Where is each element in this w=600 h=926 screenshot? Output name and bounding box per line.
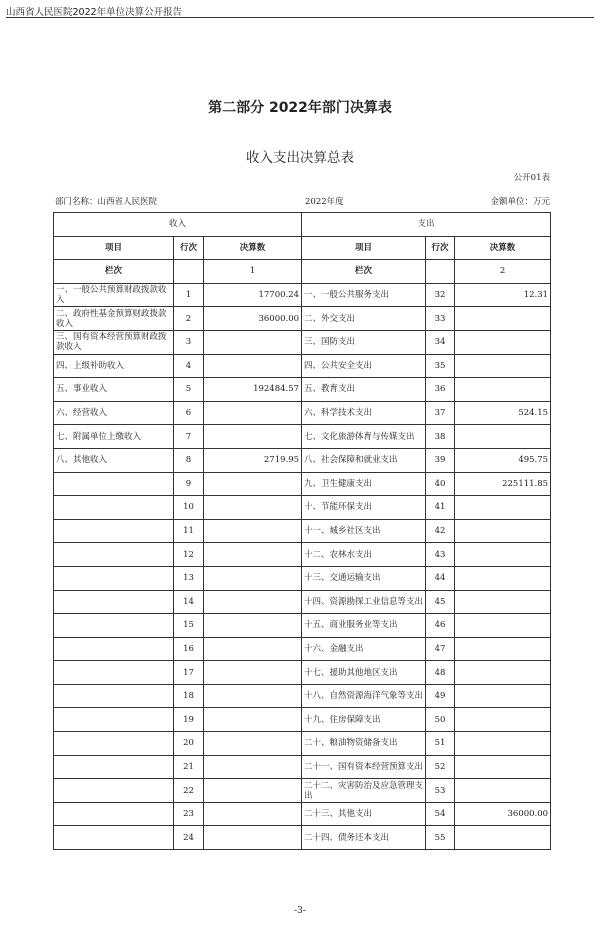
- table-row: [54, 378, 551, 402]
- expense-item: 六、科学技术支出: [302, 401, 426, 425]
- income-amount: [204, 590, 302, 614]
- department-label: 部门名称：山西省人民医院: [55, 197, 158, 207]
- table-row: [54, 330, 551, 354]
- income-amount: [204, 472, 302, 496]
- income-amount: [204, 755, 302, 779]
- empty-cell: [174, 260, 204, 284]
- expense-item: 十、节能环保支出: [302, 496, 426, 520]
- expense-amount: [455, 330, 551, 354]
- income-amount-header: 决算数: [204, 236, 302, 260]
- expense-amount: [455, 755, 551, 779]
- expense-item: 十八、自然资源海洋气象等支出: [302, 684, 426, 708]
- income-amount: [204, 802, 302, 826]
- expense-amount: [455, 519, 551, 543]
- part-title: 第二部分 2022年部门决算表: [208, 100, 392, 116]
- table-row: [54, 708, 551, 732]
- income-row-number: 8: [174, 448, 204, 472]
- expense-item: 八、社会保障和就业支出: [302, 448, 426, 472]
- income-amount: [204, 543, 302, 567]
- expense-row-number: 43: [426, 543, 455, 567]
- income-item: 八、其他收入: [54, 448, 174, 472]
- income-row-number: 3: [174, 330, 204, 354]
- income-amount: [204, 779, 302, 803]
- expense-item: 二十四、债务还本支出: [302, 826, 426, 850]
- income-item: [54, 779, 174, 803]
- table-row: [54, 566, 551, 590]
- header-divider: [6, 17, 594, 18]
- expense-amount: 12.31: [455, 283, 551, 307]
- expense-amount: 225111.85: [455, 472, 551, 496]
- expense-row-header: 行次: [426, 236, 455, 260]
- expense-item: 七、文化旅游体育与传媒支出: [302, 425, 426, 449]
- income-amount: [204, 425, 302, 449]
- income-row-number: 17: [174, 661, 204, 685]
- income-item: [54, 732, 174, 756]
- table-row: [54, 684, 551, 708]
- expense-row-number: 54: [426, 802, 455, 826]
- expense-item: 二、外交支出: [302, 307, 426, 331]
- table-row: [54, 307, 551, 331]
- income-amount: [204, 519, 302, 543]
- table-row: [54, 519, 551, 543]
- expense-amount: 524.15: [455, 401, 551, 425]
- table-row: [54, 614, 551, 638]
- expense-row-number: 51: [426, 732, 455, 756]
- income-row-number: 10: [174, 496, 204, 520]
- income-amount: [204, 637, 302, 661]
- income-item: [54, 566, 174, 590]
- income-row-number: 24: [174, 826, 204, 850]
- income-amount: 36000.00: [204, 307, 302, 331]
- income-col-index: 1: [204, 260, 302, 284]
- column-index-row: [54, 260, 551, 284]
- expense-item: 二十、粮油物资储备支出: [302, 732, 426, 756]
- table-row: [54, 425, 551, 449]
- expense-item: 三、国防支出: [302, 330, 426, 354]
- expense-amount: [455, 425, 551, 449]
- income-amount: 192484.57: [204, 378, 302, 402]
- income-amount: [204, 354, 302, 378]
- income-item: [54, 802, 174, 826]
- expense-row-number: 53: [426, 779, 455, 803]
- page-number: -3-: [294, 906, 306, 916]
- expense-row-number: 44: [426, 566, 455, 590]
- table-row: [54, 283, 551, 307]
- expense-row-number: 37: [426, 401, 455, 425]
- income-item: [54, 472, 174, 496]
- income-amount: [204, 708, 302, 732]
- income-row-number: 7: [174, 425, 204, 449]
- table-row: [54, 826, 551, 850]
- expense-row-number: 48: [426, 661, 455, 685]
- expense-row-number: 42: [426, 519, 455, 543]
- income-row-number: 11: [174, 519, 204, 543]
- income-row-number: 4: [174, 354, 204, 378]
- expense-item-header: 项目: [302, 236, 426, 260]
- income-amount: 17700.24: [204, 283, 302, 307]
- expense-row-number: 32: [426, 283, 455, 307]
- expense-col-index: 2: [455, 260, 551, 284]
- expense-row-number: 55: [426, 826, 455, 850]
- income-item: 六、经营收入: [54, 401, 174, 425]
- expense-item: 五、教育支出: [302, 378, 426, 402]
- expense-amount: [455, 779, 551, 803]
- year-label: 2022年度: [305, 197, 344, 207]
- income-item: [54, 590, 174, 614]
- expense-amount: [455, 732, 551, 756]
- expense-row-number: 47: [426, 637, 455, 661]
- income-amount: [204, 401, 302, 425]
- table-row: [54, 401, 551, 425]
- income-item: [54, 496, 174, 520]
- expense-item: 四、公共安全支出: [302, 354, 426, 378]
- table-row: [54, 590, 551, 614]
- income-item: 五、事业收入: [54, 378, 174, 402]
- income-item-header: 项目: [54, 236, 174, 260]
- expense-amount: [455, 378, 551, 402]
- income-item: [54, 519, 174, 543]
- income-row-number: 2: [174, 307, 204, 331]
- expense-amount: [455, 708, 551, 732]
- income-amount: [204, 661, 302, 685]
- form-code: 公开01表: [513, 173, 550, 183]
- income-item: [54, 708, 174, 732]
- income-row-number: 23: [174, 802, 204, 826]
- expense-item: 十一、城乡社区支出: [302, 519, 426, 543]
- expense-item: 二十一、国有资本经营预算支出: [302, 755, 426, 779]
- expense-row-number: 49: [426, 684, 455, 708]
- unit-label: 金额单位：万元: [490, 197, 550, 207]
- document-header: 山西省人民医院2022年单位决算公开报告: [6, 7, 183, 18]
- income-row-number: 1: [174, 283, 204, 307]
- expense-row-number: 33: [426, 307, 455, 331]
- income-row-header: 行次: [174, 236, 204, 260]
- income-item: 四、上级补助收入: [54, 354, 174, 378]
- income-item: [54, 755, 174, 779]
- income-row-number: 14: [174, 590, 204, 614]
- income-amount: [204, 732, 302, 756]
- income-item: [54, 684, 174, 708]
- expense-amount: [455, 637, 551, 661]
- table-row: [54, 661, 551, 685]
- income-row-number: 22: [174, 779, 204, 803]
- income-item: [54, 614, 174, 638]
- income-row-number: 21: [174, 755, 204, 779]
- table-row: [54, 755, 551, 779]
- empty-cell: [426, 260, 455, 284]
- income-row-number: 15: [174, 614, 204, 638]
- income-amount: [204, 496, 302, 520]
- income-amount: [204, 684, 302, 708]
- income-item: [54, 661, 174, 685]
- income-expense-table: [53, 212, 551, 850]
- income-amount: [204, 566, 302, 590]
- table-row: [54, 802, 551, 826]
- expense-item: 十五、商业服务业等支出: [302, 614, 426, 638]
- income-section-header: 收入: [54, 213, 302, 237]
- expense-item: 一、一般公共服务支出: [302, 283, 426, 307]
- expense-item: 十七、援助其他地区支出: [302, 661, 426, 685]
- expense-amount: [455, 826, 551, 850]
- expense-row-number: 45: [426, 590, 455, 614]
- income-row-number: 19: [174, 708, 204, 732]
- income-amount: 2719.95: [204, 448, 302, 472]
- expense-amount: [455, 354, 551, 378]
- income-row-number: 13: [174, 566, 204, 590]
- income-item: 二、政府性基金预算财政拨款收入: [54, 307, 174, 331]
- expense-amount: [455, 590, 551, 614]
- income-item: [54, 543, 174, 567]
- expense-amount: [455, 543, 551, 567]
- income-row-number: 12: [174, 543, 204, 567]
- income-row-number: 18: [174, 684, 204, 708]
- expense-item: 十六、金融支出: [302, 637, 426, 661]
- table-row: [54, 496, 551, 520]
- expense-row-number: 52: [426, 755, 455, 779]
- table-row: [54, 779, 551, 803]
- income-item: [54, 826, 174, 850]
- table-row: [54, 637, 551, 661]
- income-amount: [204, 614, 302, 638]
- expense-amount-header: 决算数: [455, 236, 551, 260]
- expense-lanci: 栏次: [302, 260, 426, 284]
- expense-item: 十二、农林水支出: [302, 543, 426, 567]
- section-header-row: [54, 213, 551, 237]
- expense-amount: 495.75: [455, 448, 551, 472]
- expense-section-header: 支出: [302, 213, 551, 237]
- expense-row-number: 46: [426, 614, 455, 638]
- expense-amount: [455, 684, 551, 708]
- column-header-row: [54, 236, 551, 260]
- expense-amount: [455, 496, 551, 520]
- income-item: [54, 637, 174, 661]
- expense-row-number: 35: [426, 354, 455, 378]
- expense-row-number: 36: [426, 378, 455, 402]
- table-row: [54, 448, 551, 472]
- expense-item: 九、卫生健康支出: [302, 472, 426, 496]
- income-row-number: 6: [174, 401, 204, 425]
- expense-amount: [455, 566, 551, 590]
- meta-line: [55, 195, 550, 207]
- expense-row-number: 34: [426, 330, 455, 354]
- table-row: [54, 732, 551, 756]
- expense-item: 二十三、其他支出: [302, 802, 426, 826]
- income-item: 七、附属单位上缴收入: [54, 425, 174, 449]
- expense-item: 十三、交通运输支出: [302, 566, 426, 590]
- income-row-number: 5: [174, 378, 204, 402]
- expense-amount: 36000.00: [455, 802, 551, 826]
- income-row-number: 9: [174, 472, 204, 496]
- table-row: [54, 354, 551, 378]
- table-row: [54, 472, 551, 496]
- table-row: [54, 543, 551, 567]
- expense-item: 二十二、灾害防治及应急管理支出: [302, 779, 426, 803]
- expense-amount: [455, 307, 551, 331]
- income-row-number: 20: [174, 732, 204, 756]
- table-title: 收入支出决算总表: [246, 150, 354, 166]
- income-amount: [204, 330, 302, 354]
- expense-row-number: 41: [426, 496, 455, 520]
- expense-row-number: 39: [426, 448, 455, 472]
- expense-row-number: 50: [426, 708, 455, 732]
- income-row-number: 16: [174, 637, 204, 661]
- income-item: 一、一般公共预算财政拨款收入: [54, 283, 174, 307]
- income-item: 三、国有资本经营预算财政拨款收入: [54, 330, 174, 354]
- expense-item: 十九、住房保障支出: [302, 708, 426, 732]
- expense-row-number: 40: [426, 472, 455, 496]
- income-amount: [204, 826, 302, 850]
- expense-item: 十四、资源勘探工业信息等支出: [302, 590, 426, 614]
- expense-amount: [455, 614, 551, 638]
- expense-row-number: 38: [426, 425, 455, 449]
- expense-amount: [455, 661, 551, 685]
- income-lanci: 栏次: [54, 260, 174, 284]
